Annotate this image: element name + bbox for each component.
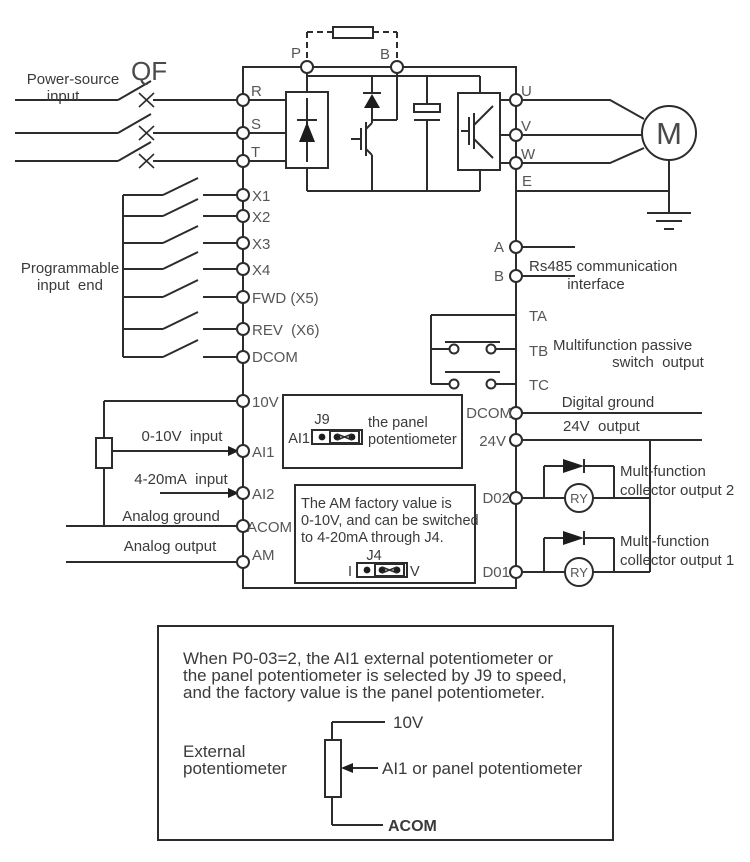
terminal-label-24v: 24V: [479, 433, 506, 450]
analog-input2-label: 4-20mA input: [134, 471, 228, 488]
terminal-label-w: W: [521, 146, 536, 163]
terminal-label-acom: ACOM: [247, 519, 292, 536]
j4-text-2: 0-10V, and can be switched: [301, 513, 479, 529]
terminal-label-tc: TC: [529, 377, 549, 394]
terminal-label-rev: REV (X6): [252, 322, 320, 339]
terminal-label-dcom-left: DCOM: [252, 349, 298, 366]
terminal-label-u: U: [521, 83, 532, 100]
terminal-label-d02: D02: [482, 490, 510, 507]
terminal-label-t: T: [251, 144, 261, 161]
relay-ry-2-label: RY: [570, 491, 588, 506]
rs485-label-2: interface: [567, 276, 625, 293]
analog-ground-label: Analog ground: [122, 508, 220, 525]
24v-output-label: 24V output: [563, 418, 640, 435]
j4-i-label: I: [347, 564, 352, 580]
note-10v-label: 10V: [393, 713, 424, 732]
inverter-bridge: [458, 93, 516, 170]
terminal-label-x4: X4: [252, 262, 271, 279]
programmable-input-label-2: input end: [37, 277, 103, 294]
external-pot-label-1: External: [183, 742, 246, 761]
power-source-label-1: Power-source: [26, 71, 120, 88]
j9-name: J9: [314, 412, 330, 428]
terminal-label-fwd: FWD (X5): [252, 290, 319, 307]
terminal-label-v: V: [521, 118, 532, 135]
power-source-label-2: input: [46, 88, 80, 105]
motor-label: M: [656, 116, 682, 151]
j4-text-1: The AM factory value is: [301, 496, 452, 512]
terminal-label-x1: X1: [252, 188, 271, 205]
j4-v-label: V: [410, 564, 420, 580]
motor-wiring: [516, 100, 669, 213]
j9-text-2: potentiometer: [368, 432, 457, 448]
external-potentiometer-symbol: [325, 740, 341, 797]
terminal-label-r: R: [251, 83, 262, 100]
wiper-arrowhead-icon: [341, 763, 353, 773]
terminal-label-a: A: [493, 239, 504, 256]
note-line-3: and the factory value is the panel potentiometer.: [183, 683, 545, 702]
circuit-breaker-qf: [118, 81, 154, 168]
passive-switch-label-2: switch output: [612, 354, 704, 371]
terminal-label-ta: TA: [529, 308, 548, 325]
note-line-1: When P0-03=2, the AI1 external potentiometer or: [183, 649, 553, 668]
passive-switch-label-1: Multifunction passive: [553, 337, 693, 354]
rs485-label-1: Rs485 communication: [529, 258, 678, 275]
j9-jumper-icon: [312, 430, 362, 444]
terminal-label-tb: TB: [529, 343, 549, 360]
external-pot-label-2: potentiometer: [183, 759, 287, 778]
note-line-2: the panel potentiometer is selected by J9 to speed,: [183, 666, 567, 685]
terminal-label-p: P: [290, 45, 301, 62]
terminal-label-am: AM: [252, 547, 275, 564]
analog-input1-label: 0-10V input: [141, 428, 223, 445]
terminal-label-ai1: AI1: [252, 444, 275, 461]
terminal-label-x3: X3: [252, 236, 271, 253]
terminal-label-b-dc: B: [379, 46, 390, 63]
collector-output1-label-1: Multi-function: [620, 533, 710, 550]
breaker-label: QF: [131, 56, 168, 86]
earth-ground-icon: [647, 213, 691, 229]
diode-icon: [563, 531, 584, 545]
dc-link-capacitor: [414, 104, 440, 120]
dc-bus-wiring: [307, 67, 480, 191]
j9-ai1-label: AI1: [288, 431, 310, 447]
terminal-label-ai2: AI2: [252, 486, 275, 503]
note-wiper-label: AI1 or panel potentiometer: [382, 759, 583, 778]
programmable-input-label-1: Programmable: [20, 260, 120, 277]
collector-output2-label-1: Mult-function: [620, 463, 706, 480]
terminal-label-e: E: [522, 173, 533, 190]
relay-contact-block: [431, 315, 516, 389]
terminal-label-d01: D01: [482, 564, 510, 581]
j4-jumper-icon: [357, 563, 407, 577]
note-acom-label: ACOM: [388, 818, 437, 835]
collector-output2-label-2: collector output 2: [620, 482, 735, 499]
terminal-label-10v: 10V: [252, 394, 279, 411]
terminal-label-x2: X2: [252, 209, 271, 226]
relay-ry-1-label: RY: [570, 565, 588, 580]
terminal-label-s: S: [251, 116, 262, 133]
j9-text-1: the panel: [368, 415, 428, 431]
j4-text-3: to 4-20mA through J4.: [301, 530, 444, 546]
digital-ground-label: Digital ground: [561, 394, 655, 411]
external-potentiometer-symbol: [96, 438, 112, 468]
j4-name: J4: [366, 548, 382, 564]
power-source-lines: [15, 100, 237, 161]
diode-icon: [563, 459, 584, 473]
collector-output1-label-2: collector output 1: [620, 552, 735, 569]
analog-output-label: Analog output: [123, 538, 217, 555]
terminal-label-dcom-right: DCOM: [466, 405, 512, 422]
terminal-label-b-comm: B: [493, 268, 504, 285]
brake-chopper-igbt: [351, 93, 381, 156]
digital-input-switches: [123, 178, 237, 357]
